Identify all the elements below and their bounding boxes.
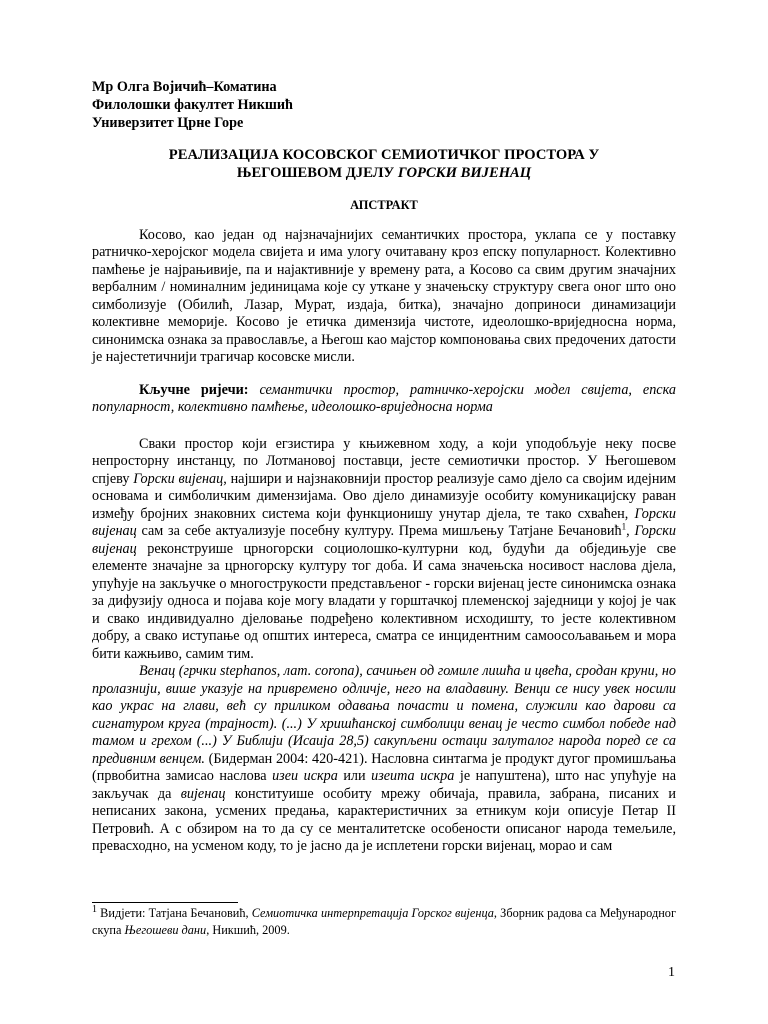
body-text: сам за себе актуализује посебну културу. Према мишљењу Татјане Бечановић <box>136 523 622 539</box>
body-paragraph-2 <box>92 663 676 856</box>
body-italic: Горски вијенац <box>133 470 224 487</box>
university-name: Универзитет Црне Горе <box>92 115 244 131</box>
body-text: , најшири и најзнаковнији простор реализује само дјело са својим идејним основама и симболичким димензијама. Ово дјело динамизује особиту комуникацијску раван између бројних знаковних система који функционишу унутар дјела, те тако схваћен, <box>92 470 676 522</box>
keywords-paragraph <box>92 382 676 417</box>
body-text: , <box>626 523 635 539</box>
body-text: или <box>337 768 372 784</box>
body-italic: Горски вијенац <box>92 523 677 557</box>
abstract-heading: АПСТРАКТ <box>350 198 418 212</box>
title-line-2-prefix: ЊЕГОШЕВОМ ДЈЕЛУ <box>236 165 398 181</box>
body-italic: изеита искра <box>371 768 455 784</box>
body-paragraph-1 <box>92 436 676 664</box>
footnote-text: , Зборник радова са Међународног скупа <box>92 906 676 937</box>
body-text: Сваки простор који егзистира у књижевном ходу, а који уподобљује неку посве непросторну инстанцу, по Лотмановој поставци, јесте семиотички простор. У Његошевом спјеву <box>92 435 676 487</box>
abstract-text: Косово, као један од најзначајнијих семантичких простора, уклапа се у поставку ратничко-херојског модела свијета и има улогу очитавану кроз епску популарност. Колективно памћење је најрањивије, па и најактивније у времену рата, а Косово са свим другим значајних вербалним / номиналним јединицама које су уткане у значењску структуру свега оног што оно симболизује (Обилић, Лазар, Мурат, издаја, битка), значајно доприноси динамизацији колективне меморије. Косово је етичка димензија чистоте, идеолошко-вриједносна норма, синонимска ознака за православље, а Његош као мајстор компоновања свих предочених датости је најестетичнији трагичар косовске мисли. <box>92 226 676 365</box>
keywords-label: Кључне ријечи: <box>139 381 249 398</box>
body-italic: Горски вијенац <box>92 505 676 539</box>
body-text: реконструише црногорски социолошко-културни код, будући да обједињује све елементе значајне за црногорску културу тог доба. И сама значењска носивост наслова дјела, упућује на закључке о многострукости представљеног - горски вијенац јесте синонимска ознака за дифузију односа и појава које могу владати у горштачкој племенској заједници у којој је чак и свако индивидуално дјеловање подређено колективном исходишту, то јесте колективном добру, а свако иступање од општих интереса, сматра се инцидентним самоосољавањем и мора бити кажњиво, самим тим. <box>92 540 676 662</box>
footnote-reference[interactable]: 1 <box>621 521 627 532</box>
quotation-italic: Венац (грчки stephanos, лат. corona), сачињен од гомиле лишћа и цвећа, сродан круни, но пролазнији, више указује на привремено одличје, него на владавину. Венци се нису увек носили као украс на глави, већ су приликом одавања почасти и помена, служили као дарови са сигнатуром круга (трајност). (...) У хришћанској симболици венац је често симбол победе над тамом и грехом (...) У Библији (Исаија 28,5) сакупљени остаци залуталог народа поред се са предивним венцем. <box>92 663 676 767</box>
paper-title <box>92 146 676 182</box>
footnote-number: 1 <box>92 903 97 915</box>
body-text: је напуштена), што нас упућује на закључак да <box>92 768 676 802</box>
title-line-2 <box>92 164 676 182</box>
faculty-name: Филолошки факултет Никшић <box>92 97 293 113</box>
keywords-text: семантички простор, ратничко-херојски модел свијета, епска популарност, колективно памћење, идеолошко-вриједносна норма <box>92 381 676 415</box>
title-line-1: РЕАЛИЗАЦИЈА КОСОВСКОГ СЕМИОТИЧКОГ ПРОСТОРА У <box>168 147 600 163</box>
author-name: Мр Олга Војичић–Коматина <box>92 79 277 95</box>
body-italic: вијенац <box>180 785 226 802</box>
body-italic: изеи искра <box>272 768 338 784</box>
body-text: (Бидерман 2004: 420-421). Насловна синтагма је продукт дугог промишљања (првобитна замисао наслова <box>92 750 676 784</box>
body-text: конституише особиту мрежу обичаја, правила, забрана, писаних и неписаних закона, усмених предања, карактеристичних за етникум који описује Петар II Петровић. А с обзиром на то да су се менталитетске особености описаног народа темељиле, превасходно, на усменом коду, то је јасно да је исплетени горски вијенац, морао и сам <box>92 785 677 854</box>
footnote-divider <box>92 902 238 903</box>
footnote-italic: Семиотичка интерпретација Горског вијенца <box>251 906 494 920</box>
footnote-italic: Његошеви дани <box>124 922 207 937</box>
page-number: 1 <box>668 965 675 980</box>
footnote <box>92 905 676 938</box>
footnote-text: , Никшић, 2009. <box>206 922 290 937</box>
title-work-name: ГОРСКИ ВИЈЕНАЦ <box>397 165 532 181</box>
footnote-text: Видјети: Татјана Бечановић, <box>97 906 252 920</box>
document-page <box>92 78 676 856</box>
